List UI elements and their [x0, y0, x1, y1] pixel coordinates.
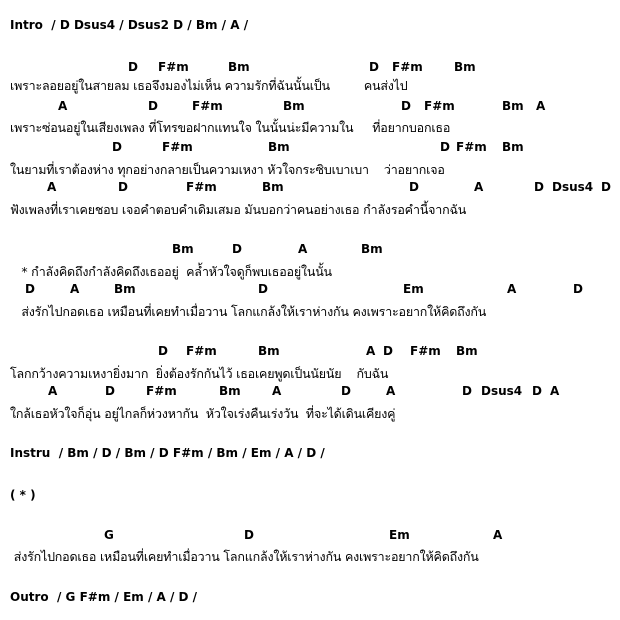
- chord: F#m: [392, 60, 423, 74]
- chord: D: [532, 384, 542, 398]
- chord: Bm: [283, 99, 305, 113]
- chord: Bm: [454, 60, 476, 74]
- chord: Bm: [361, 242, 383, 256]
- chord: D: [25, 282, 35, 296]
- chord-row: [0, 99, 620, 115]
- chord-row: [0, 140, 620, 156]
- chord: Bm: [268, 140, 290, 154]
- chord: D: [462, 384, 472, 398]
- chord: A: [48, 384, 58, 398]
- chord: Em: [389, 528, 410, 542]
- chord: D: [601, 180, 611, 194]
- chord: D: [158, 344, 168, 358]
- chord: G: [104, 528, 114, 542]
- chord: Bm: [502, 140, 524, 154]
- chord: Bm: [262, 180, 284, 194]
- chord: D: [118, 180, 128, 194]
- lyric-line: ใกล้เธอหัวใจก็อุ่น อยู่ไกลก็ห่วงหากัน หัวใจเร่งคืนเร่งวัน ที่จะได้เดินเคียงคู่: [10, 406, 396, 421]
- chord: A: [493, 528, 503, 542]
- chord: F#m: [192, 99, 223, 113]
- chord: A: [70, 282, 80, 296]
- chord: Bm: [258, 344, 280, 358]
- chord: D: [258, 282, 268, 296]
- chord-row: [0, 384, 620, 400]
- chord: A: [298, 242, 308, 256]
- chord: D: [128, 60, 138, 74]
- chord: F#m: [410, 344, 441, 358]
- instru-line: Instru / Bm / D / Bm / D F#m / Bm / Em / A / D /: [10, 446, 325, 460]
- chord: A: [536, 99, 546, 113]
- chord: D: [409, 180, 419, 194]
- chord: F#m: [424, 99, 455, 113]
- chord: D: [244, 528, 254, 542]
- chord: Bm: [172, 242, 194, 256]
- lyric-line: * กำลังคิดถึงกำลังคิดถึงเธออยู่ คล้ำหัวใจดูก็พบเธออยู่ในนั้น: [10, 264, 332, 279]
- chord-row: [0, 344, 620, 360]
- chord: A: [272, 384, 282, 398]
- chord-row: [0, 528, 620, 544]
- chord: D: [401, 99, 411, 113]
- chord-row: [0, 60, 620, 76]
- chord: A: [550, 384, 560, 398]
- chord: F#m: [162, 140, 193, 154]
- chord: A: [47, 180, 57, 194]
- chord-row: [0, 282, 620, 298]
- chord: Em: [403, 282, 424, 296]
- chord: D: [232, 242, 242, 256]
- chord: D: [112, 140, 122, 154]
- lyric-line: ฟังเพลงที่เราเคยชอบ เจอคำตอบคำเดิมเสมอ มันบอกว่าคนอย่างเธอ กำลังรอคำนี้จากฉัน: [10, 202, 467, 217]
- outro-line: Outro / G F#m / Em / A / D /: [10, 590, 198, 604]
- chord: D: [105, 384, 115, 398]
- chord: D: [341, 384, 351, 398]
- repeat-marker: ( * ): [10, 488, 36, 502]
- chord: Bm: [456, 344, 478, 358]
- chord: D: [369, 60, 379, 74]
- lyric-line: ส่งรักไปกอดเธอ เหมือนที่เคยทำเมื่อวาน โลกแกล้งให้เราห่างกัน คงเพราะอยากให้คิดถึงกัน: [10, 304, 487, 319]
- chord-row: [0, 242, 620, 258]
- chord: D: [440, 140, 450, 154]
- chord: D: [534, 180, 544, 194]
- chord: A: [366, 344, 376, 358]
- lyric-line: เพราะซ่อนอยู่ในเสียงเพลง ที่โทรขอฝากแทนใจ ในนั้นน่ะมีความใน ที่อยากบอกเธอ: [10, 120, 451, 135]
- chord-row: [0, 180, 620, 196]
- chord: D: [383, 344, 393, 358]
- chord: A: [507, 282, 517, 296]
- chord: Bm: [228, 60, 250, 74]
- chord: F#m: [186, 180, 217, 194]
- chord: F#m: [146, 384, 177, 398]
- chord: Bm: [219, 384, 241, 398]
- lyric-line: ส่งรักไปกอดเธอ เหมือนที่เคยทำเมื่อวาน โลกแกล้งให้เราห่างกัน คงเพราะอยากให้คิดถึงกัน: [10, 549, 479, 564]
- chord: F#m: [456, 140, 487, 154]
- chord: Dsus4: [481, 384, 523, 398]
- chord: D: [573, 282, 583, 296]
- chord: F#m: [186, 344, 217, 358]
- lyric-line: ในยามที่เราต้องห่าง ทุกอย่างกลายเป็นความเหงา หัวใจกระซิบเบาเบา ว่าอยากเจอ: [10, 162, 445, 177]
- lyric-line: โลกกว้างความเหงายิ่งมาก ยิ่งต้องรักกันไว้ เธอเคยพูดเป็นนัยนัย กับฉัน: [10, 366, 389, 381]
- chord: Bm: [114, 282, 136, 296]
- lyric-line: เพราะลอยอยู่ในสายลม เธอจึงมองไม่เห็น ความรักที่ฉันนั้นเป็น คนส่งไป: [10, 78, 408, 93]
- chord: Bm: [502, 99, 524, 113]
- chord: A: [386, 384, 396, 398]
- chord: F#m: [158, 60, 189, 74]
- chord: D: [148, 99, 158, 113]
- chord: A: [474, 180, 484, 194]
- chord: Dsus4: [552, 180, 594, 194]
- intro-line: Intro / D Dsus4 / Dsus2 D / Bm / A /: [10, 18, 249, 32]
- chord: A: [58, 99, 68, 113]
